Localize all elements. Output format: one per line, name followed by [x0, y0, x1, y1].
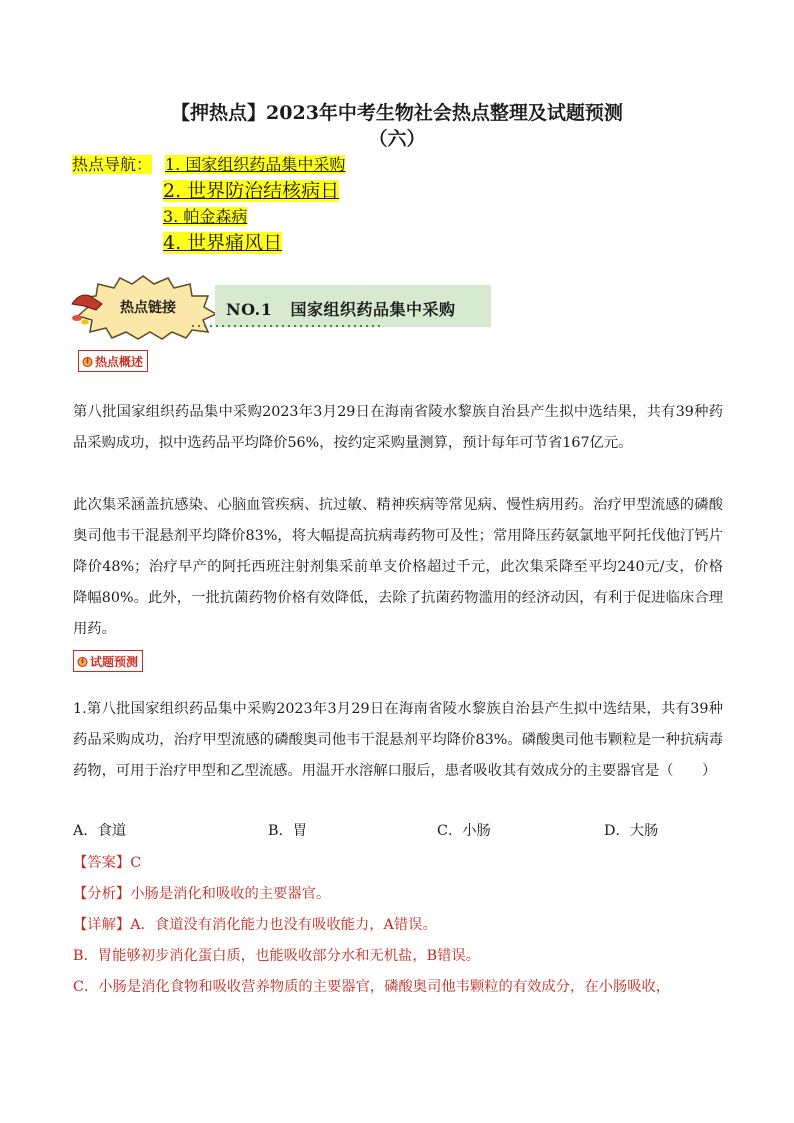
- overview-paragraph-1: 第八批国家组织药品集中采购2023年3月29日在海南省陵水黎族自治县产生拟中选结果，共有39种药品采购成功，拟中选药品平均降价56%，按约定采购量测算，预计每年可节省167亿元。: [73, 404, 723, 451]
- dotted-divider: [190, 324, 380, 328]
- option-c: C．小肠: [437, 823, 491, 839]
- nav-item-drug-procurement[interactable]: 1. 国家组织药品集中采购: [165, 155, 346, 174]
- detail-label: 【详解】: [73, 917, 131, 933]
- option-a: A．食道: [73, 823, 127, 839]
- detail-line-a: [73, 912, 437, 938]
- analysis-line: [73, 881, 330, 907]
- overview-paragraph-2: 此次集采涵盖抗感染、心脑血管疾病、抗过敏、精神疾病等常见病、慢性病用药。治疗甲型流感的磷酸奥司他韦干混悬剂平均降价83%，将大幅提高抗病毒药物可及性；常用降压药氨氯地平阿托伐他汀钙片降价48%；治疗早产的阿托西班注射剂集采前单支价格超过千元，此次集采降至平均240元/支，价格降幅80%。此外，一批抗菌药物价格有效降低，去除了抗菌药物滥用的经济动因，有利于促进临床合理用药。: [73, 497, 723, 637]
- analysis-text: 小肠是消化和吸收的主要器官。: [130, 886, 331, 902]
- overview-tag: 热点概述: [78, 350, 148, 372]
- nav-item-gout-day[interactable]: 4. 世界痛风日: [163, 232, 283, 254]
- hotspot-nav-label: 热点导航：: [72, 155, 153, 174]
- badge-text: 热点链接: [120, 300, 176, 316]
- flame-icon: [82, 356, 93, 367]
- detail-a-text: A．食道没有消化能力也没有吸收能力，A错误。: [130, 917, 437, 933]
- analysis-label: 【分析】: [73, 886, 131, 902]
- document-title: 【押热点】2023年中考生物社会热点整理及试题预测: [171, 102, 623, 124]
- option-b: B．胃: [268, 823, 308, 839]
- answer-line: [73, 850, 141, 876]
- nav-item-tuberculosis-day[interactable]: 2. 世界防治结核病日: [163, 180, 340, 202]
- flame-icon: [77, 656, 88, 667]
- document-subtitle: （六）: [368, 128, 426, 150]
- detail-line-c: C．小肠是消化食物和吸收营养物质的主要器官，磷酸奥司他韦颗粒的有效成分，在小肠吸收，: [73, 979, 671, 995]
- answer-value: C: [130, 855, 142, 871]
- question-stem: 1.第八批国家组织药品集中采购2023年3月29日在海南省陵水黎族自治县产生拟中选结果，共有39种药品采购成功，治疗甲型流感的磷酸奥司他韦干混悬剂平均降价83%。磷酸奥司他韦颗粒是一种抗病毒药物，可用于治疗甲型和乙型流感。用温开水溶解口服后，患者吸收其有效成分的主要器官是（ ）: [73, 701, 723, 779]
- section-heading: NO.1 国家组织药品集中采购: [226, 300, 456, 319]
- hotspot-link-badge: [68, 274, 218, 340]
- nav-item-parkinsons[interactable]: 3. 帕金森病: [163, 207, 248, 226]
- option-d: D．大肠: [604, 823, 659, 839]
- detail-line-b: B．胃能够初步消化蛋白质，也能吸收部分水和无机盐，B错误。: [73, 948, 481, 964]
- prediction-tag: 试题预测: [73, 650, 143, 672]
- answer-label: 【答案】: [73, 855, 131, 871]
